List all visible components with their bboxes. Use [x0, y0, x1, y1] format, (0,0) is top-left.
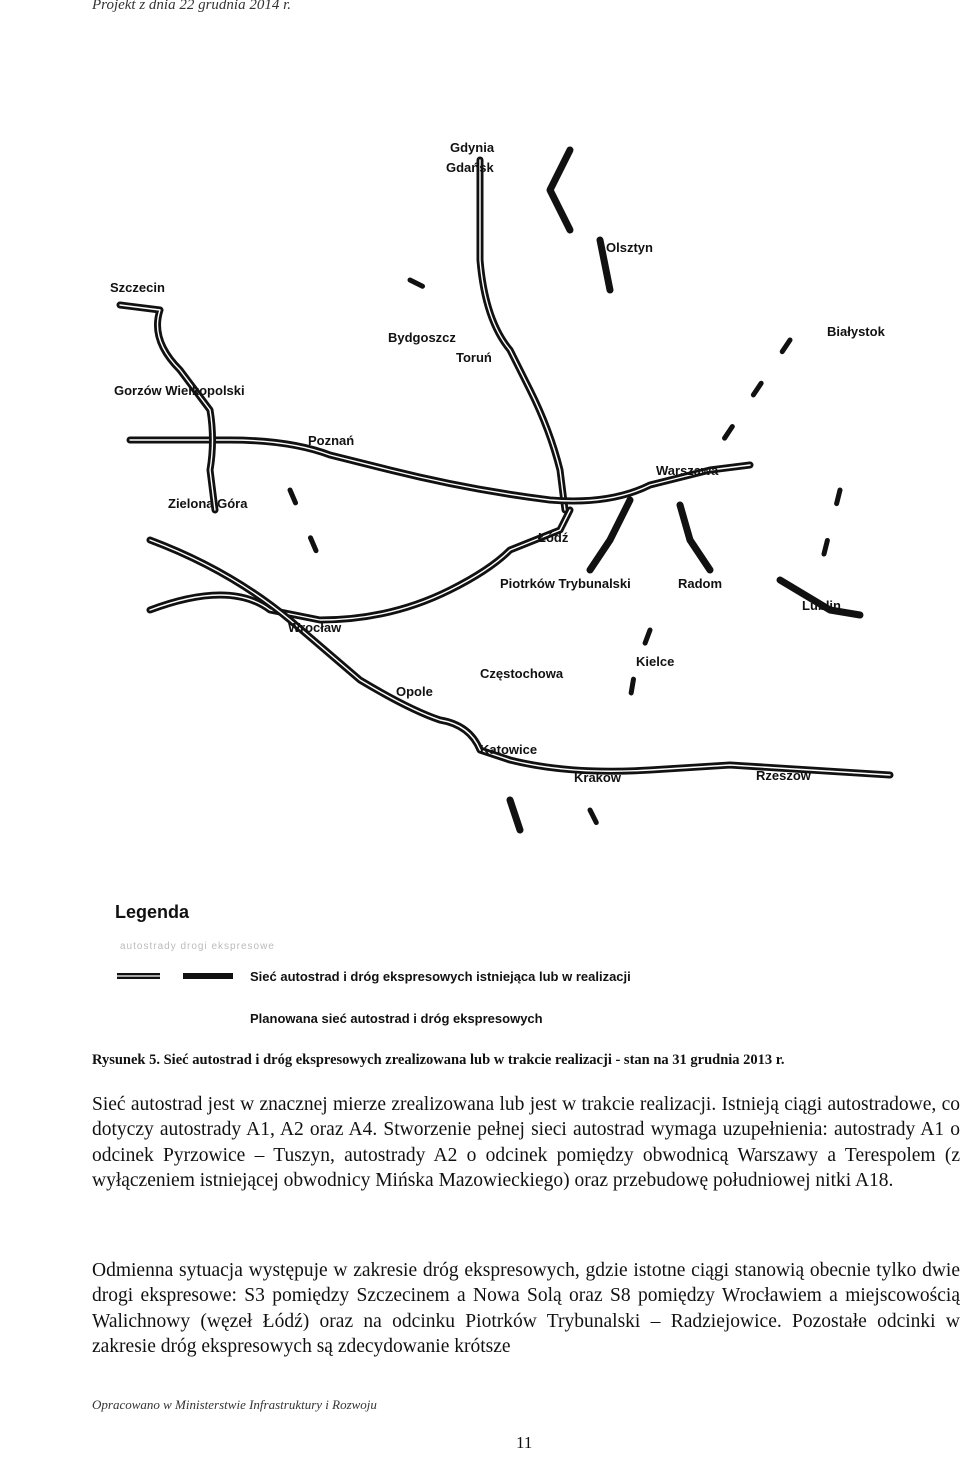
city-label: Katowice — [480, 742, 538, 757]
city-label: Gorzów Wielkopolski — [114, 383, 245, 398]
road-network-map — [90, 110, 950, 880]
city-label: Bydgoszcz — [388, 330, 456, 345]
city-label: Zielona Góra — [168, 496, 248, 511]
city-label: Łódź — [538, 530, 569, 545]
body-paragraph: Odmienna sytuacja występuje w zakresie dróg ekspresowych, gdzie istotne ciągi stanowią obecnie tylko dwie drogi ekspresowe: S3 pomiędzy Szczecinem a Nowa Solą oraz S8 pomiędzy Wrocławiem a miejscowością Walichnowy (węzeł Łódź) oraz na odcinku Piotrków Trybunalski – Radziejowice. Pozostałe odcinki w zakresie dróg ekspresowych są zdecydowanie krótsze — [92, 1260, 960, 1358]
legend-existing-symbol — [115, 968, 235, 984]
city-label: Częstochowa — [480, 666, 564, 681]
city-label: Radom — [678, 576, 723, 591]
city-label: Piotrków Trybunalski — [500, 576, 631, 591]
city-label: Warszawa — [656, 463, 719, 478]
page-header: Projekt z dnia 22 grudnia 2014 r. — [92, 0, 292, 13]
page-number: 11 — [516, 1433, 533, 1452]
city-label: Opole — [396, 684, 433, 699]
page-footer: Opracowano w Ministerstwie Infrastruktury i Rozwoju — [92, 1397, 377, 1412]
city-label: Lublin — [802, 598, 841, 613]
city-label: Szczecin — [110, 280, 165, 295]
city-label: Wrocław — [288, 620, 342, 635]
city-label: Olsztyn — [606, 240, 653, 255]
figure-caption: Rysunek 5. Sieć autostrad i dróg ekspresowych zrealizowana lub w trakcie realizacji - stan na 31 grudnia 2013 r. — [92, 1052, 785, 1068]
city-label: Gdańsk — [446, 160, 494, 175]
legend-column-labels: autostrady drogi ekspresowe — [120, 941, 275, 952]
city-label: Rzeszów — [756, 768, 811, 783]
city-label: Białystok — [827, 324, 885, 339]
planned-roads — [290, 280, 840, 830]
existing-roads — [120, 150, 890, 830]
legend-title: Legenda — [115, 902, 190, 922]
city-label: Kraków — [574, 770, 621, 785]
city-label: Gdynia — [450, 140, 495, 155]
body-paragraph: Sieć autostrad jest w znacznej mierze zrealizowana lub jest w trakcie realizacji. Istnieją ciągi autostradowe, co dotyczy autostrady A1, A2 oraz A4. Stworzenie pełnej sieci autostrad wymaga uzupełnienia: autostrady A1 o odcinek Pyrzowice – Tuszyn, autostrady A2 o odcinek pomiędzy obwodnicą Warszawy a Terespolem (z wyłączeniem istniejącej obwodnicy Mińska Mazowieckiego) oraz przebudowę południowej nitki A18. — [92, 1094, 960, 1192]
city-label: Kielce — [636, 654, 675, 669]
legend-planned-label: Planowana sieć autostrad i dróg ekspresowych — [250, 1011, 543, 1026]
legend-existing-label: Sieć autostrad i dróg ekspresowych istniejąca lub w realizacji — [250, 969, 631, 984]
city-label: Poznań — [308, 433, 355, 448]
city-label: Toruń — [456, 350, 492, 365]
